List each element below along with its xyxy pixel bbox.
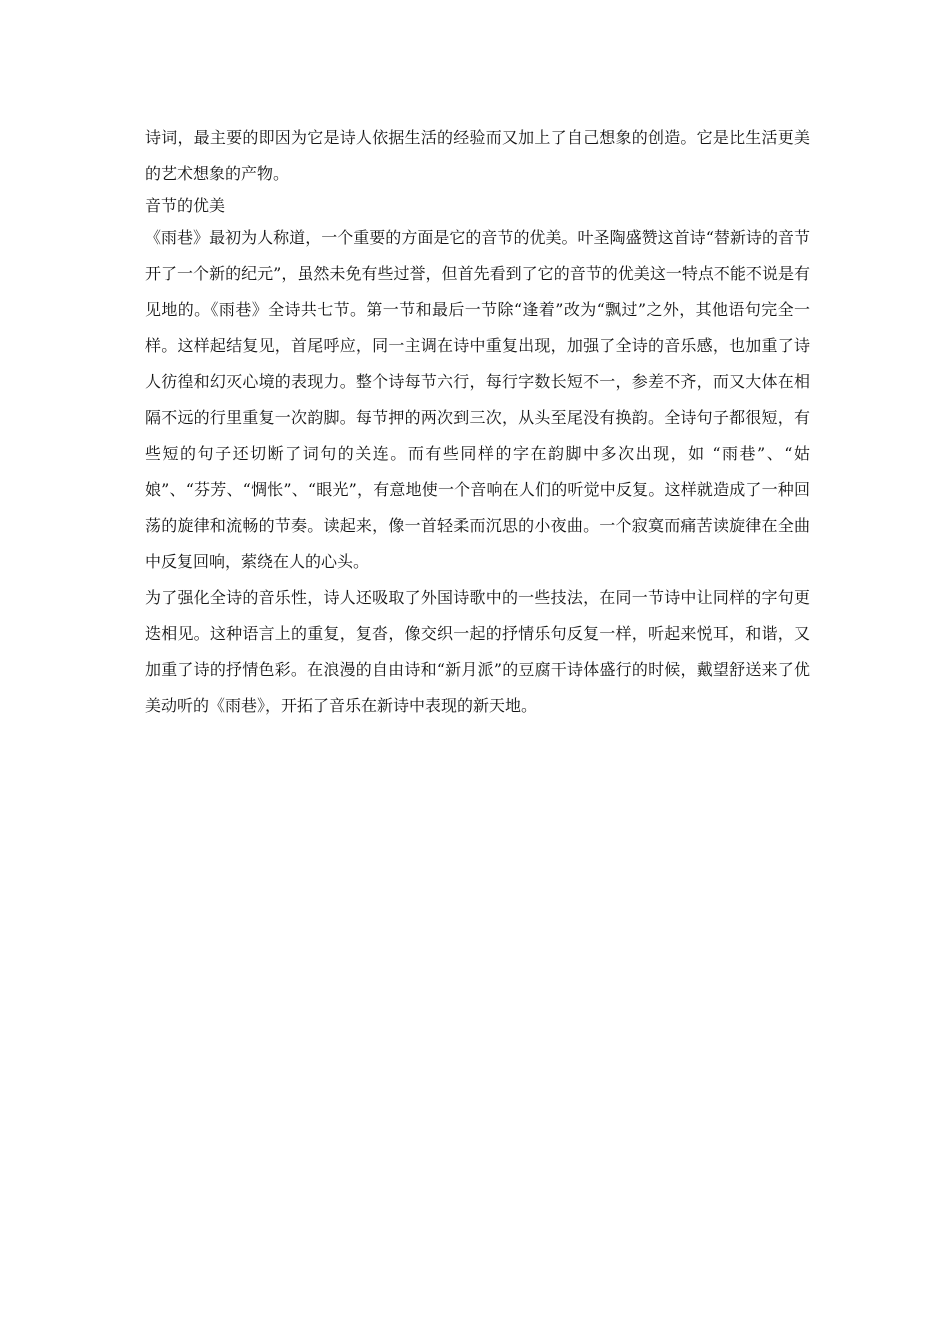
body-paragraph-1: 《雨巷》最初为人称道，一个重要的方面是它的音节的优美。叶圣陶盛赞这首诗“替新诗的音节开了一个新的纪元”，虽然未免有些过誉，但首先看到了它的音节的优美这一特点不能不说是有见地的。《雨巷》全诗共七节。第一节和最后一节除“逢着”改为“飘过”之外，其他语句完全一样。这样起结复见，首尾呼应，同一主调在诗中重复出现，加强了全诗的音乐感，也加重了诗人彷徨和幻灭心境的表现力。整个诗每节六行，每行字数长短不一，参差不齐，而又大体在相隔不远的行里重复一次韵脚。每节押的两次到三次，从头至尾没有换韵。全诗句子都很短，有些短的句子还切断了词句的关连。而有些同样的字在韵脚中多次出现，如 “雨巷”、“姑娘”、“芬芳、“惆怅”、“眼光”，有意地使一个音响在人们的听觉中反复。这样就造成了一种回荡的旋律和流畅的节奏。读起来，像一首轻柔而沉思的小夜曲。一个寂寞而痛苦读旋律在全曲中反复回响，萦绕在人的心头。	[145, 228, 810, 571]
section-heading: 音节的优美	[145, 196, 226, 215]
body-paragraph-2: 为了强化全诗的音乐性，诗人还吸取了外国诗歌中的一些技法，在同一节诗中让同样的字句更迭相见。这种语言上的重复，复沓，像交织一起的抒情乐句反复一样，听起来悦耳，和谐，又加重了诗的抒情色彩。在浪漫的自由诗和“新月派”的豆腐干诗体盛行的时候，戴望舒送来了优美动听的《雨巷》，开拓了音乐在新诗中表现的新天地。	[145, 588, 810, 715]
document-body	[145, 120, 810, 724]
intro-paragraph: 诗词，最主要的即因为它是诗人依据生活的经验而又加上了自己想象的创造。它是比生活更美的艺术想象的产物。	[145, 128, 810, 183]
